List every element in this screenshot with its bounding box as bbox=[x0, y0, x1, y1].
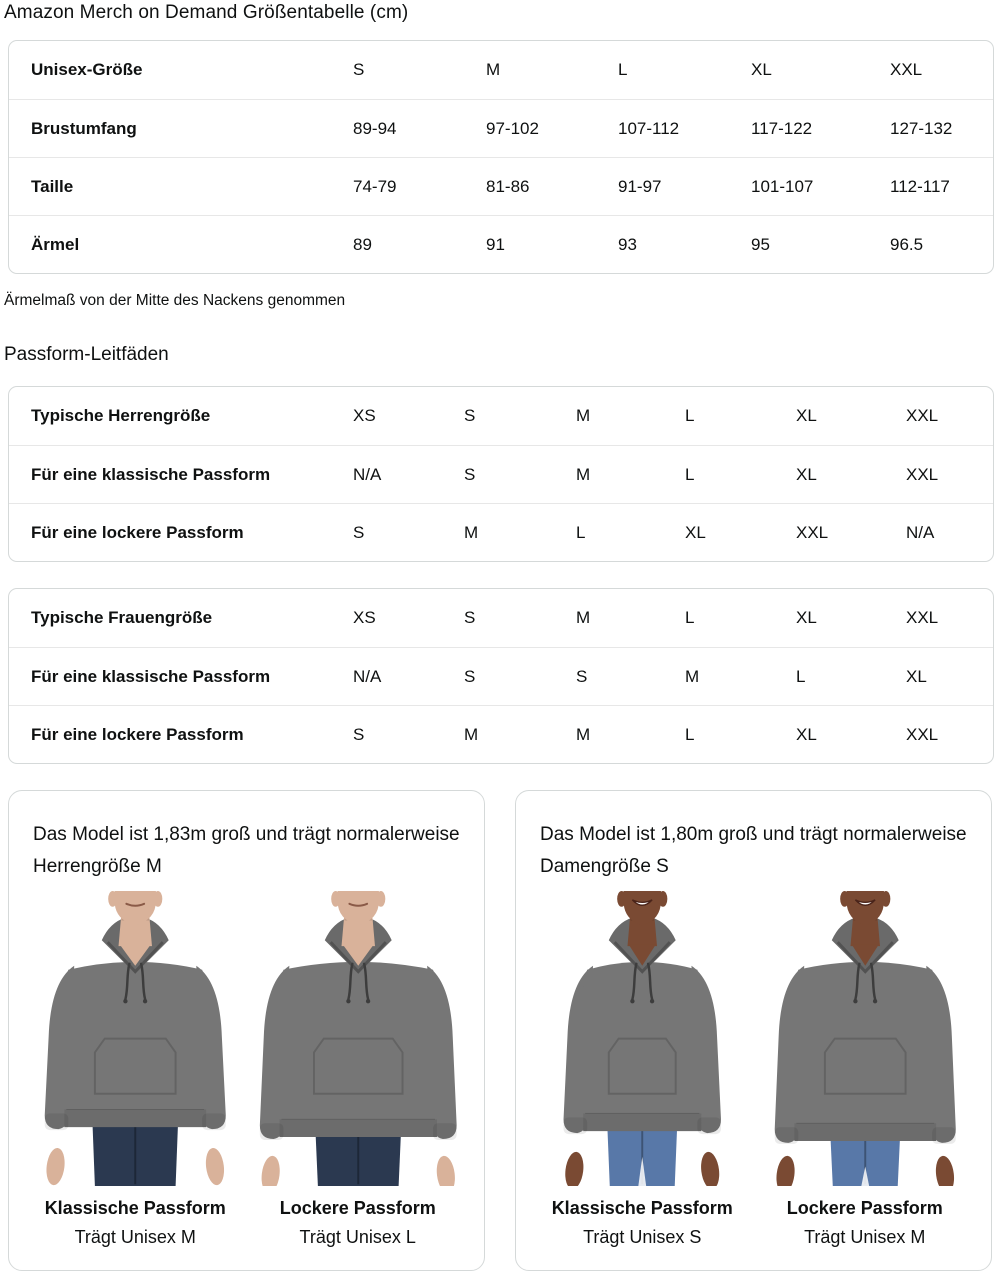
table-cell: XXL bbox=[906, 705, 993, 763]
table-cell: L bbox=[796, 647, 906, 705]
table-cell: M bbox=[486, 60, 501, 79]
fit-label: Klassische Passform bbox=[44, 1198, 226, 1219]
row-label: Taille bbox=[9, 157, 353, 215]
table-cell: M bbox=[576, 608, 591, 627]
table-cell: 81-86 bbox=[486, 157, 618, 215]
table-cell: S bbox=[464, 406, 476, 425]
model-photos bbox=[27, 891, 466, 1186]
table-cell: L bbox=[685, 608, 695, 627]
table-row bbox=[9, 41, 993, 99]
row-label: Für eine lockere Passform bbox=[9, 503, 353, 561]
size-worn-label: Trägt Unisex S bbox=[583, 1227, 702, 1248]
figure-caption bbox=[250, 1198, 467, 1248]
unisex-size-table bbox=[8, 40, 994, 274]
row-label: Für eine klassische Passform bbox=[9, 647, 353, 705]
women-fit-table bbox=[8, 588, 994, 764]
table-cell: S bbox=[464, 445, 576, 503]
table-cell: XXL bbox=[796, 503, 906, 561]
fit-guides-heading: Passform-Leitfäden bbox=[4, 344, 169, 365]
table-cell: XS bbox=[353, 608, 376, 627]
table-cell: L bbox=[685, 406, 695, 425]
sleeve-measure-note: Ärmelmaß von der Mitte des Nackens genommen bbox=[4, 292, 346, 309]
row-label: Unisex-Größe bbox=[31, 60, 143, 79]
table-cell: N/A bbox=[353, 647, 464, 705]
table-cell: 89-94 bbox=[353, 99, 486, 157]
table-cell: L bbox=[576, 503, 685, 561]
table-row bbox=[9, 647, 993, 705]
table-cell: XS bbox=[353, 406, 376, 425]
table-cell: XL bbox=[906, 647, 993, 705]
row-label: Brustumfang bbox=[9, 99, 353, 157]
table-cell: 112-117 bbox=[890, 157, 993, 215]
table-cell: XXL bbox=[906, 406, 939, 425]
model-photo-loose-fit bbox=[250, 891, 467, 1186]
table-cell: M bbox=[685, 647, 796, 705]
table-cell: XL bbox=[685, 503, 796, 561]
table-cell: M bbox=[576, 705, 685, 763]
table-row bbox=[9, 99, 993, 157]
photo-captions bbox=[27, 1198, 466, 1248]
table-cell: L bbox=[685, 705, 796, 763]
table-cell: M bbox=[464, 503, 576, 561]
fit-label: Lockere Passform bbox=[279, 1198, 436, 1219]
table-cell: M bbox=[576, 406, 591, 425]
table-cell: M bbox=[576, 445, 685, 503]
model-cards bbox=[8, 790, 992, 1271]
model-photo-classic-fit bbox=[534, 891, 751, 1186]
table-cell: 93 bbox=[618, 215, 751, 273]
page-title: Amazon Merch on Demand Größentabelle (cm) bbox=[4, 2, 409, 23]
table-cell: S bbox=[353, 503, 464, 561]
row-label: Typische Frauengröße bbox=[31, 608, 213, 627]
model-intro-text: Das Model ist 1,83m groß und trägt normalerweise Herrengröße M bbox=[33, 824, 460, 877]
table-cell: 96.5 bbox=[890, 215, 993, 273]
table-cell: XL bbox=[796, 608, 817, 627]
table-cell: XXL bbox=[890, 60, 923, 79]
table-row bbox=[9, 705, 993, 763]
table-row bbox=[9, 387, 993, 445]
table-row bbox=[9, 215, 993, 273]
table-cell: XL bbox=[796, 445, 906, 503]
table-cell: S bbox=[353, 60, 365, 79]
row-label: Für eine klassische Passform bbox=[9, 445, 353, 503]
table-cell: 101-107 bbox=[751, 157, 890, 215]
table-row bbox=[9, 589, 993, 647]
table-cell: 91 bbox=[486, 215, 618, 273]
table-cell: S bbox=[464, 608, 476, 627]
table-cell: 97-102 bbox=[486, 99, 618, 157]
table-cell: XXL bbox=[906, 445, 993, 503]
fit-label: Lockere Passform bbox=[786, 1198, 943, 1219]
photo-captions bbox=[534, 1198, 973, 1248]
table-cell: 95 bbox=[751, 215, 890, 273]
men-fit-table bbox=[8, 386, 994, 562]
table-row bbox=[9, 157, 993, 215]
table-cell: L bbox=[685, 445, 796, 503]
table-cell: M bbox=[464, 705, 576, 763]
model-intro-text: Das Model ist 1,80m groß und trägt normalerweise Damengröße S bbox=[540, 824, 967, 877]
table-cell: 74-79 bbox=[353, 157, 486, 215]
table-cell: 127-132 bbox=[890, 99, 993, 157]
women-model-card bbox=[515, 790, 992, 1271]
row-label: Typische Herrengröße bbox=[31, 406, 211, 425]
fit-label: Klassische Passform bbox=[551, 1198, 733, 1219]
men-model-card bbox=[8, 790, 485, 1271]
table-cell: L bbox=[618, 60, 628, 79]
table-cell: 117-122 bbox=[751, 99, 890, 157]
table-row bbox=[9, 503, 993, 561]
size-worn-label: Trägt Unisex M bbox=[74, 1227, 196, 1248]
row-label: Für eine lockere Passform bbox=[9, 705, 353, 763]
table-cell: 89 bbox=[353, 215, 486, 273]
table-row bbox=[9, 445, 993, 503]
row-label: Ärmel bbox=[9, 215, 353, 273]
table-cell: N/A bbox=[906, 503, 993, 561]
table-cell: XL bbox=[751, 60, 772, 79]
table-cell: S bbox=[353, 705, 464, 763]
table-cell: 91-97 bbox=[618, 157, 751, 215]
table-cell: XL bbox=[796, 705, 906, 763]
table-cell: 107-112 bbox=[618, 99, 751, 157]
size-chart-page bbox=[0, 2, 1000, 1281]
table-cell: XL bbox=[796, 406, 817, 425]
table-cell: N/A bbox=[353, 445, 464, 503]
size-worn-label: Trägt Unisex M bbox=[804, 1227, 926, 1248]
table-cell: S bbox=[464, 647, 576, 705]
figure-caption bbox=[757, 1198, 974, 1248]
figure-caption bbox=[27, 1198, 244, 1248]
table-cell: S bbox=[576, 647, 685, 705]
size-worn-label: Trägt Unisex L bbox=[299, 1227, 416, 1248]
model-photo-classic-fit bbox=[27, 891, 244, 1186]
model-photo-loose-fit bbox=[757, 891, 974, 1186]
model-photos bbox=[534, 891, 973, 1186]
figure-caption bbox=[534, 1198, 751, 1248]
table-cell: XXL bbox=[906, 608, 939, 627]
